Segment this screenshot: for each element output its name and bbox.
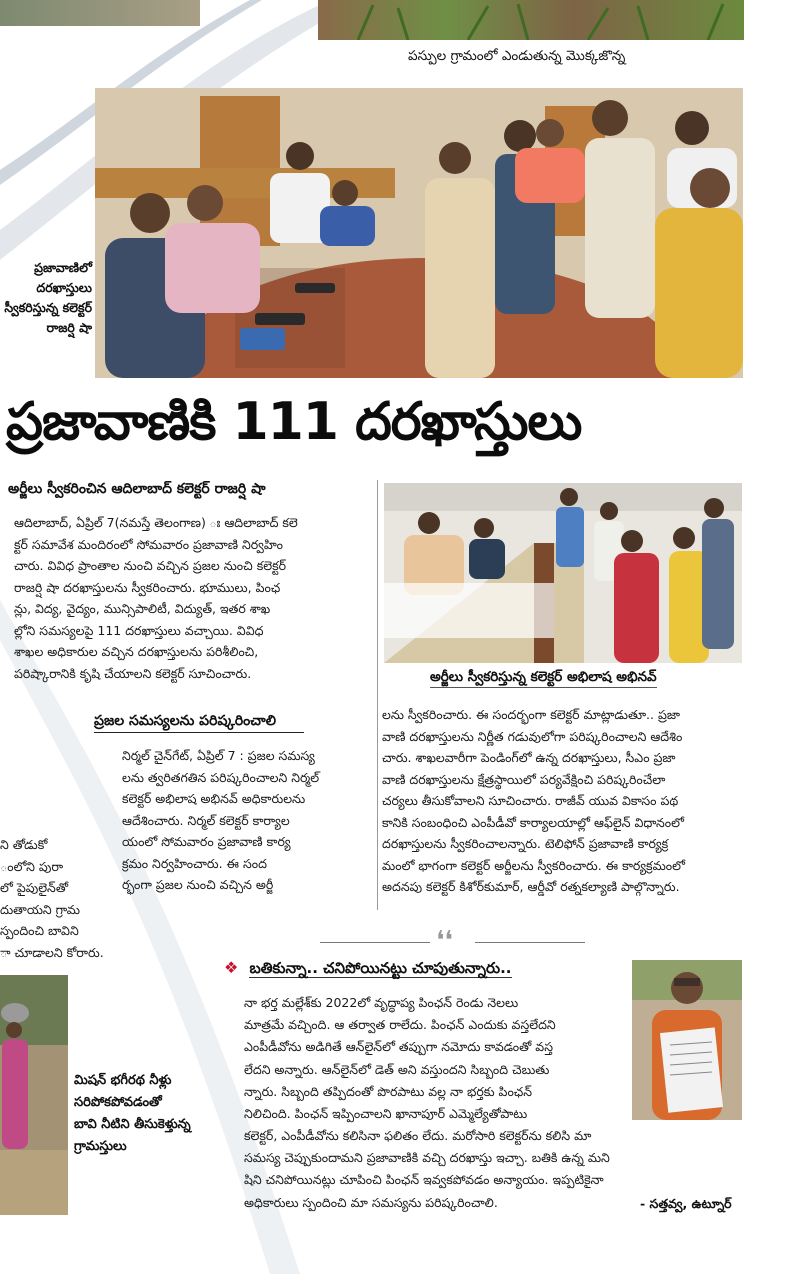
quote-signoff: - సత్తవ్వ, ఉట్నూర్ bbox=[640, 1196, 732, 1211]
story2-continued bbox=[382, 704, 744, 898]
story-line: లను త్వరితగతిన పరిష్కరించాలని నిర్మల్ bbox=[122, 769, 320, 785]
quote-line: ఎంపీడీవోను అడిగితే ఆన్‌లైన్‌లో తప్పుగా నమోదు కావడంతో వస్త bbox=[244, 1039, 553, 1055]
story2-body bbox=[122, 745, 367, 896]
story-line: యంలో సోమవారం ప్రజావాణి కార్య bbox=[122, 834, 291, 849]
story-line: స్పందించి బావిని bbox=[0, 923, 79, 938]
story-line: నిర్మల్ చైన్‌గేట్, ఏప్రిల్ 7 : ప్రజల సమస్య bbox=[122, 748, 315, 763]
quote-divider-right bbox=[475, 942, 585, 943]
left-partial-column bbox=[0, 834, 120, 963]
quote-line: సమస్య చెప్పుకుందామని ప్రజావాణికి వచ్చి దరఖాస్తు ఇచ్చా. బతికి ఉన్న మని bbox=[244, 1150, 610, 1166]
story2-heading: ప్రజల సమస్యలను పరిష్కరించాలి bbox=[94, 710, 304, 733]
right-photo-caption: అర్జీలు స్వీకరిస్తున్న కలెక్టర్ అభిలాష అభినవ్ bbox=[430, 668, 657, 688]
story-line: వాణి దరఖాస్తులను నిర్ణీత గడువులోగా పరిష్కరించాలని ఆదేశిం bbox=[382, 728, 683, 744]
left-photo-caption bbox=[0, 258, 92, 338]
quote-heading bbox=[224, 958, 624, 981]
office-photo bbox=[384, 483, 742, 663]
story-line: ర్భంగా ప్రజల నుంచి వచ్చిన అర్జీ bbox=[122, 877, 274, 892]
left-caption-line: దరఖాస్తులు bbox=[36, 280, 92, 295]
quote-line: మాత్రమే వచ్చింది. ఆ తర్వాత రాలేదు. పింఛన్ ఎందుకు వస్తలేదని bbox=[244, 1017, 556, 1033]
caption-line: బావి నీటిని తీసుకెళ్తున్న bbox=[74, 1117, 191, 1132]
story-line: మంలో భాగంగా కలెక్టర్ అర్జీలను స్వీకరించారు. ఈ కార్యక్రమంలో bbox=[382, 857, 685, 873]
column-divider bbox=[377, 480, 378, 910]
story1-body bbox=[14, 512, 376, 684]
story-line: క్టర్ సమావేశ మందిరంలో సోమవారం ప్రజావాణి నిర్వహిం bbox=[14, 536, 284, 552]
caption-line: గ్రామస్తులు bbox=[74, 1139, 127, 1154]
story-line: లో పైపులైన్‌తో bbox=[0, 880, 69, 895]
left-caption-line: రాజర్షి షా bbox=[46, 320, 92, 335]
quote-line: కలెక్టర్, ఎంపీడీవోను కలిసినా ఫలితం లేదు. మరోసారి కలెక్టర్‌ను కలిసి మా bbox=[244, 1128, 592, 1143]
story-line: ంలోని పురా bbox=[0, 858, 64, 874]
cornfield-photo bbox=[318, 0, 744, 40]
story-line: ని తోడుకో bbox=[0, 837, 48, 852]
quote-heading-text: బతికున్నా.. చనిపోయినట్టు చూపుతున్నారు.. bbox=[249, 959, 512, 977]
story-line: పరిష్కారానికి కృషి చేయాలని కలెక్టర్ సూచించారు. bbox=[14, 665, 252, 681]
left-caption-line: స్వీకరిస్తున్న కలెక్టర్ bbox=[4, 300, 92, 315]
story-line: అదనపు కలెక్టర్ కిశోర్‌కుమార్, ఆర్డీవో రత్నకల్యాణి పాల్గొన్నారు. bbox=[382, 879, 680, 894]
quote-body bbox=[244, 992, 622, 1125]
story-line: రాజర్షి షా దరఖాస్తులను స్వీకరించారు. భూములు, పింఛ bbox=[14, 579, 281, 595]
meeting-photo bbox=[95, 88, 743, 378]
quote-mark-icon: ❛❛ bbox=[436, 926, 453, 956]
subheadline: అర్జీలు స్వీకరించిన ఆదిలాబాద్ కలెక్టర్ రాజర్షి షా bbox=[8, 481, 266, 497]
headline: ప్రజావాణికి 111 దరఖాస్తులు bbox=[6, 392, 582, 452]
quote-line: నిలిచింది. పింఛన్ ఇప్పించాలని ఖానాపూర్ ఎమ్మెల్యేతోపాటు bbox=[244, 1106, 528, 1122]
story-line: కానికి సంబంధించి ఎంపీడీవో కార్యాలయాల్లో ఆఫ్‌లైన్ విధానంలో bbox=[382, 814, 684, 830]
quote-line: అధికారులు స్పందించి మా సమస్యను పరిష్కరించాలి. bbox=[244, 1194, 498, 1210]
quote-line: న్నారు. సిబ్బంది తప్పిదంతో పొరపాటు వల్ల నా భర్తకు పింఛన్ bbox=[244, 1083, 533, 1099]
story-line: లను స్వీకరించారు. ఈ సందర్భంగా కలెక్టర్ మాట్లాడుతూ.. ప్రజా bbox=[382, 707, 680, 722]
caption-line: సరిపోకపోవడంతో bbox=[74, 1095, 162, 1110]
quote-line: లేదని అన్నారు. ఆన్‌లైన్‌లో డెత్ అని వస్తుందని సిబ్బంది చెబుతు bbox=[244, 1061, 550, 1077]
caption-line: మిషన్ భగీరథ నీళ్లు bbox=[74, 1073, 172, 1088]
well-photo bbox=[0, 975, 68, 1215]
top-left-photo bbox=[0, 0, 200, 26]
story-line: వాణి దరఖాస్తులను క్షేత్రస్థాయిలో పర్యవేక్షించి పరిష్కరించేలా bbox=[382, 771, 666, 787]
story-line: ల్లోని సమస్యలపై 111 దరఖాస్తులు వచ్చాయి. వివిధ bbox=[14, 622, 264, 638]
story-line: ఆదిలాబాద్, ఏప్రిల్ 7(నమస్తే తెలంగాణ) ః ఆదిలాబాద్ కలె bbox=[14, 515, 298, 530]
story-line: శాఖల అధికారుల వచ్చిన దరఖాస్తులను పరిశీలించి, bbox=[14, 644, 259, 659]
story-line: కలెక్టర్ అభిలాష అభినవ్ అధికారులను bbox=[122, 791, 306, 806]
story-line: చారు. వివిధ ప్రాంతాల నుంచి వచ్చిన ప్రజల నుంచి కలెక్టర్ bbox=[14, 558, 287, 573]
story-line: ా చూడాలని కోరారు. bbox=[0, 944, 104, 960]
story-line: ఆదేశించారు. నిర్మల్ కలెక్టర్ కార్యాల bbox=[122, 812, 290, 828]
quote-divider-left bbox=[320, 942, 430, 943]
top-photo-caption: పస్పుల గ్రామంలో ఎండుతున్న మొక్కజొన్న bbox=[408, 48, 626, 64]
quote-line: షిని చనిపోయినట్లు చూపించి పింఛన్ ఇవ్వకపోవడం అన్యాయం. ఇప్పటికైనా bbox=[244, 1172, 604, 1188]
quote-line: నా భర్త మల్లేశ్‌కు 2022లో వృద్ధాప్య పింఛన్ రెండు నెలలు bbox=[244, 995, 519, 1010]
story-line: చర్యలు తీసుకోవాలని సూచించారు. రాజీవ్ యువ వికాసం పథ bbox=[382, 793, 679, 808]
story-line: న్లు, విద్య, వైద్యం, మున్సిపాలిటీ, విద్యుత్, ఇతర శాఖ bbox=[14, 601, 271, 616]
story-line: చారు. శాఖలవారీగా పెండింగ్‌లో ఉన్న దరఖాస్తులు, సీఎం ప్రజా bbox=[382, 750, 676, 765]
well-photo-caption bbox=[74, 1070, 224, 1158]
story-line: దరఖాస్తులను స్వీకరించాలన్నారు. టెలిఫోన్ ప్రజావాణి కార్యక్ర bbox=[382, 836, 669, 851]
left-caption-line: ప్రజావాణిలో bbox=[34, 260, 92, 275]
story-line: దుతాయని గ్రామ bbox=[0, 901, 80, 917]
woman-document-photo bbox=[632, 960, 742, 1120]
story-line: క్రమం నిర్వహించారు. ఈ సంద bbox=[122, 855, 267, 871]
diamond-bullet-icon: ❖ bbox=[224, 958, 239, 977]
